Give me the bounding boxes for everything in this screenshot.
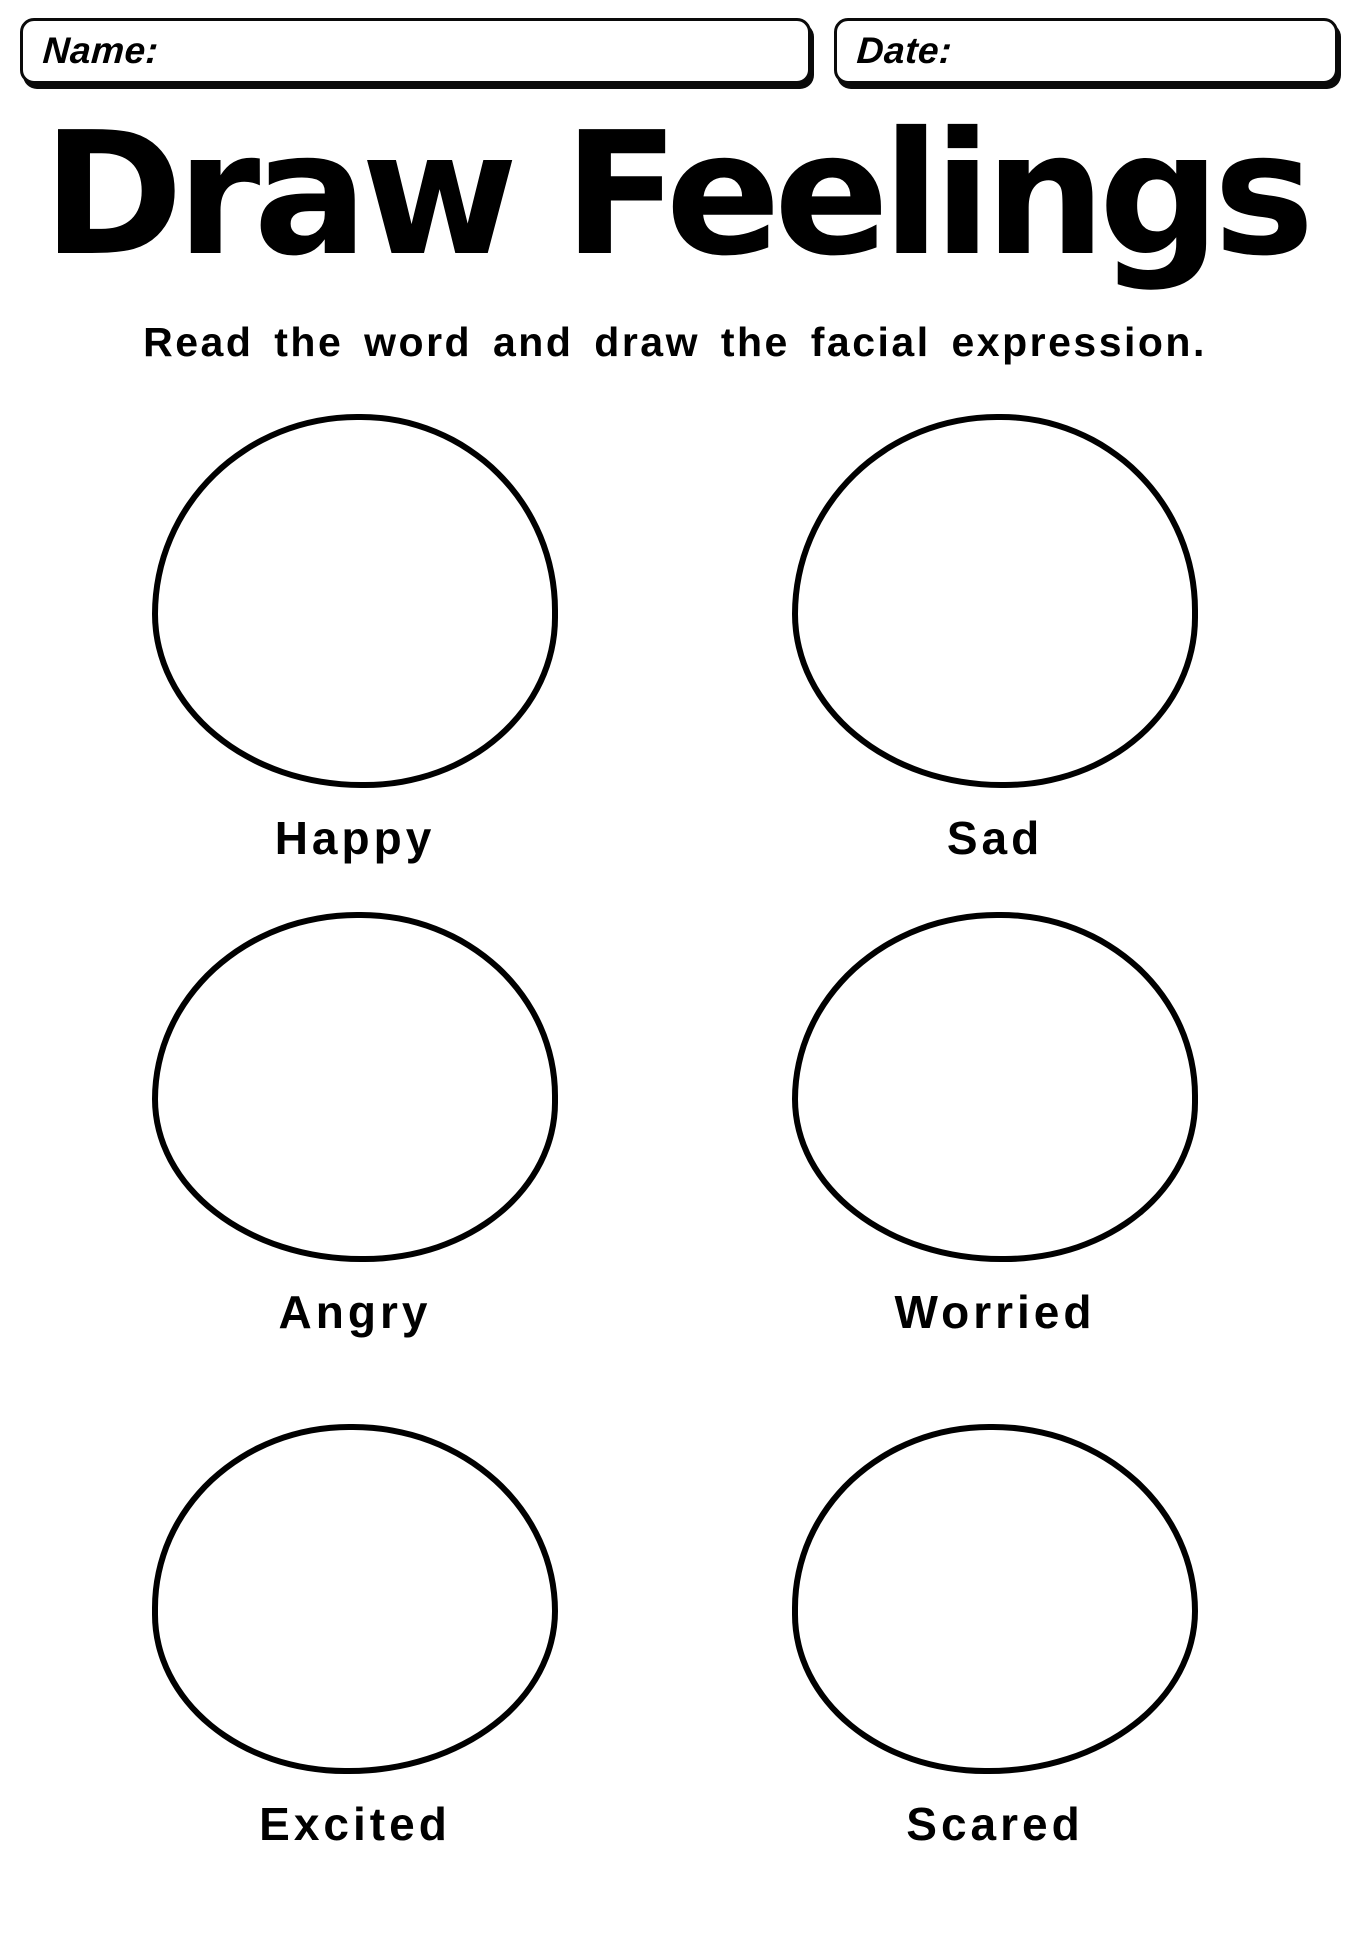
page-title: Draw Feelings — [42, 96, 1308, 294]
date-label: Date: — [855, 30, 954, 71]
instruction-text: Read the word and draw the facial expression. — [143, 319, 1207, 365]
face-cell-scared — [792, 1424, 1198, 1852]
face-cell-happy — [152, 414, 558, 866]
feeling-label-scared: Scared — [906, 1798, 1084, 1850]
feeling-label-angry: Angry — [278, 1286, 432, 1338]
face-circle-worried[interactable] — [792, 912, 1198, 1262]
face-cell-angry — [152, 912, 558, 1340]
feeling-label-worried: Worried — [894, 1286, 1096, 1338]
face-row-1 — [0, 414, 1350, 866]
date-field-box[interactable] — [834, 18, 1338, 84]
face-circle-excited[interactable] — [152, 1424, 558, 1774]
face-cell-worried — [792, 912, 1198, 1340]
feeling-label-excited: Excited — [259, 1798, 451, 1850]
face-row-3 — [0, 1424, 1350, 1852]
face-row-2 — [0, 912, 1350, 1340]
feeling-label-sad: Sad — [946, 812, 1044, 864]
face-cell-sad — [792, 414, 1198, 866]
face-cell-excited — [152, 1424, 558, 1852]
feeling-label-happy: Happy — [274, 812, 436, 864]
face-circle-happy[interactable] — [152, 414, 558, 788]
header — [20, 18, 1338, 84]
name-field-box[interactable] — [20, 18, 811, 84]
face-circle-angry[interactable] — [152, 912, 558, 1262]
face-circle-scared[interactable] — [792, 1424, 1198, 1774]
face-circle-sad[interactable] — [792, 414, 1198, 788]
name-label: Name: — [41, 30, 161, 71]
